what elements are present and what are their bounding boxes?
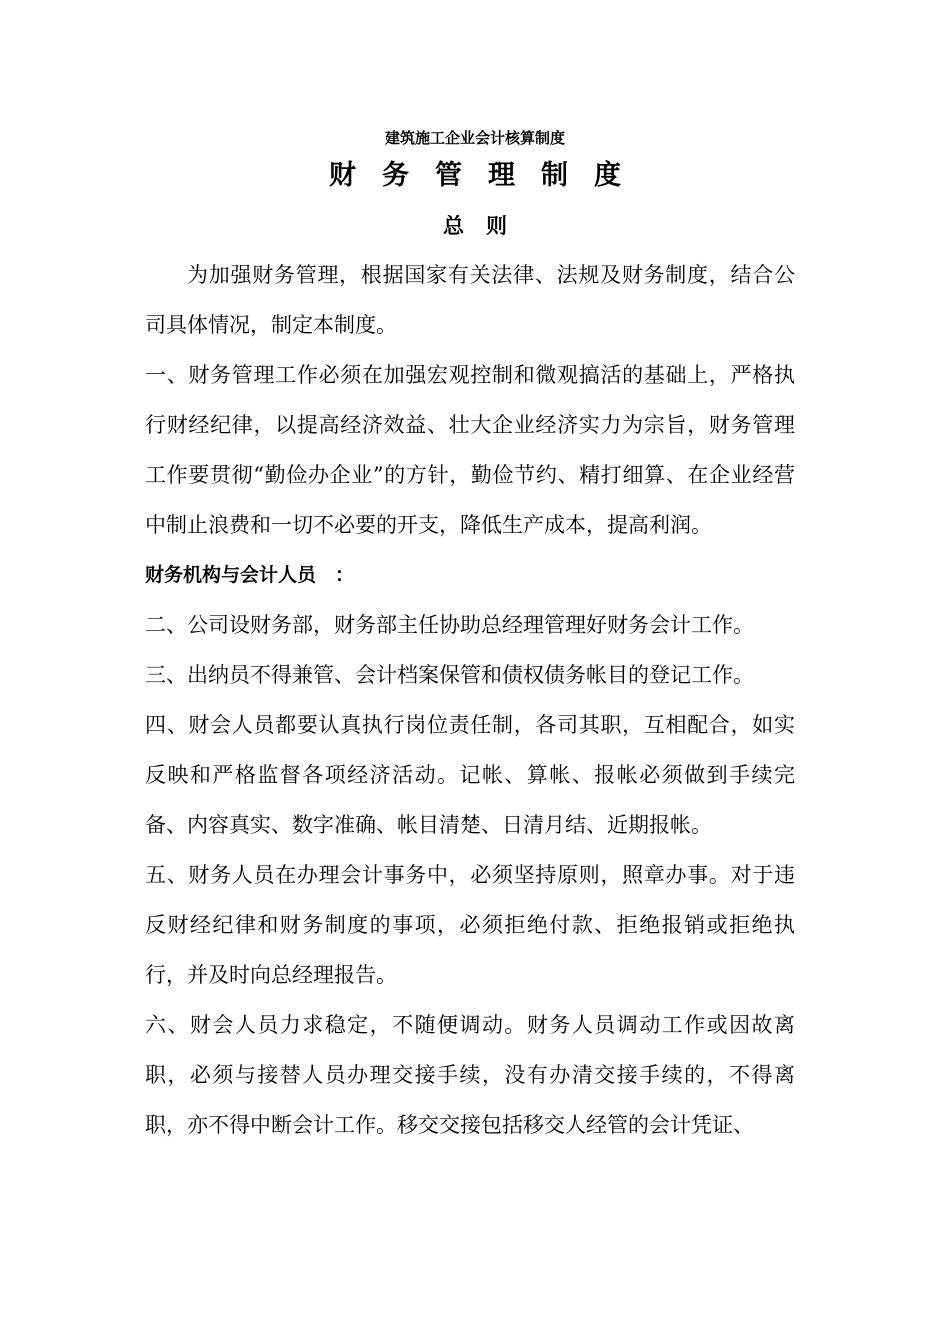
article-6: 六、财会人员力求稳定，不随便调动。财务人员调动工作或因故离职，必须与接替人员办理交接手续，没有办清交接手续的，不得离职，亦不得中断会计工作。移交交接包括移交人经管的会计凭证、 <box>145 1013 795 1137</box>
section-heading-finance-staff: 财务机构与会计人员 ： <box>145 564 355 586</box>
article-5: 五、财务人员在办理会计事务中，必须坚持原则，照章办事。对于违反财经纪律和财务制度的事项，必须拒绝付款、拒绝报销或拒绝执行，并及时向总经理报告。 <box>145 863 795 987</box>
article-3: 三、出纳员不得兼管、会计档案保管和债权债务帐目的登记工作。 <box>145 663 754 687</box>
article-2: 二、公司设财务部，财务部主任协助总经理管理好财务会计工作。 <box>145 613 754 637</box>
general-provisions-heading: 总则 <box>443 214 529 238</box>
document-body <box>145 250 795 1150</box>
intro-paragraph: 为加强财务管理，根据国家有关法律、法规及财务制度，结合公司具体情况，制定本制度。 <box>145 263 795 337</box>
document-title: 财务管理制度 <box>329 160 647 191</box>
document-subtitle: 建筑施工企业会计核算制度 <box>384 129 565 147</box>
article-4: 四、财会人员都要认真执行岗位责任制，各司其职，互相配合，如实反映和严格监督各项经济活动。记帐、算帐、报帐必须做到手续完备、内容真实、数字准确、帐目清楚、日清月结、近期报帐。 <box>145 713 795 837</box>
article-1: 一、财务管理工作必须在加强宏观控制和微观搞活的基础上，严格执行财经纪律，以提高经济效益、壮大企业经济实力为宗旨，财务管理工作要贯彻“勤俭办企业”的方针，勤俭节约、精打细算、在企业经营中制止浪费和一切不必要的开支，降低生产成本，提高利润。 <box>145 363 795 537</box>
